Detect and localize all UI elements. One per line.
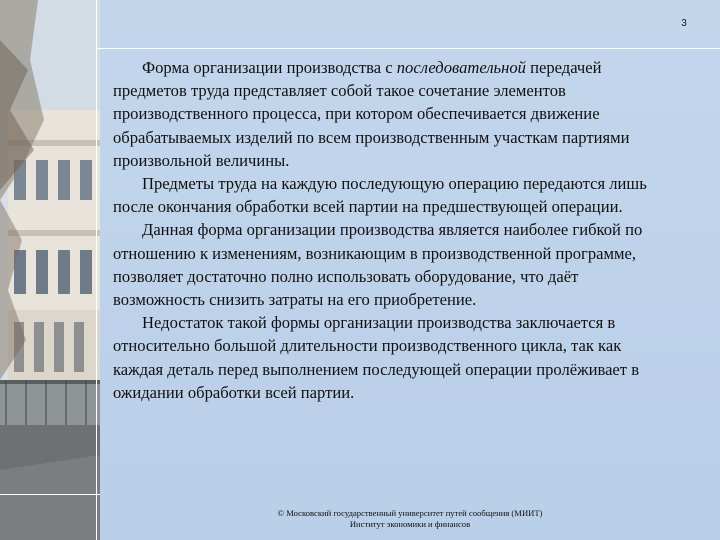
paragraph-1	[113, 56, 673, 172]
paragraph-2: Предметы труда на каждую последующую операцию передаются лишь после окончания обработки всей партии на предшествующей операции.	[113, 174, 647, 217]
footer	[100, 508, 720, 530]
paragraph-4: Недостаток такой формы организации производства заключается в относительно большой длительности производственного цикла, так как каждая деталь перед выполнением последующей операции пролёживает в ожидании обработки всей партии.	[113, 313, 640, 402]
footer-institute: Институт экономики и финансов	[349, 519, 471, 529]
photo-bottom-divider	[0, 494, 100, 495]
page-number: 3	[681, 18, 687, 29]
paragraph-1-lead: Форма организации производства с	[142, 58, 397, 77]
paragraph-3: Данная форма организации производства является наиболее гибкой по отношению к изменениям, возникающим в производственной программе, позволяет достаточно полно использовать оборудование, что даёт возможность снизить затраты на его приобретение.	[113, 220, 643, 310]
building-photo	[0, 0, 100, 540]
paragraph-1-emphasis: последовательной	[396, 58, 526, 77]
horizontal-divider	[96, 48, 720, 49]
vertical-divider	[96, 0, 97, 540]
slide-body	[113, 56, 673, 404]
building-photo-illustration	[0, 0, 100, 540]
paragraph-1-rest: передачей предметов труда представляет собой такое сочетание элементов производственного процесса, при котором обеспечивается движение обрабатываемых изделий по всем производственным участкам партиями произвольной величины.	[113, 58, 630, 170]
footer-copyright: © Московский государственный университет путей сообщения (МИИТ)	[277, 508, 543, 518]
